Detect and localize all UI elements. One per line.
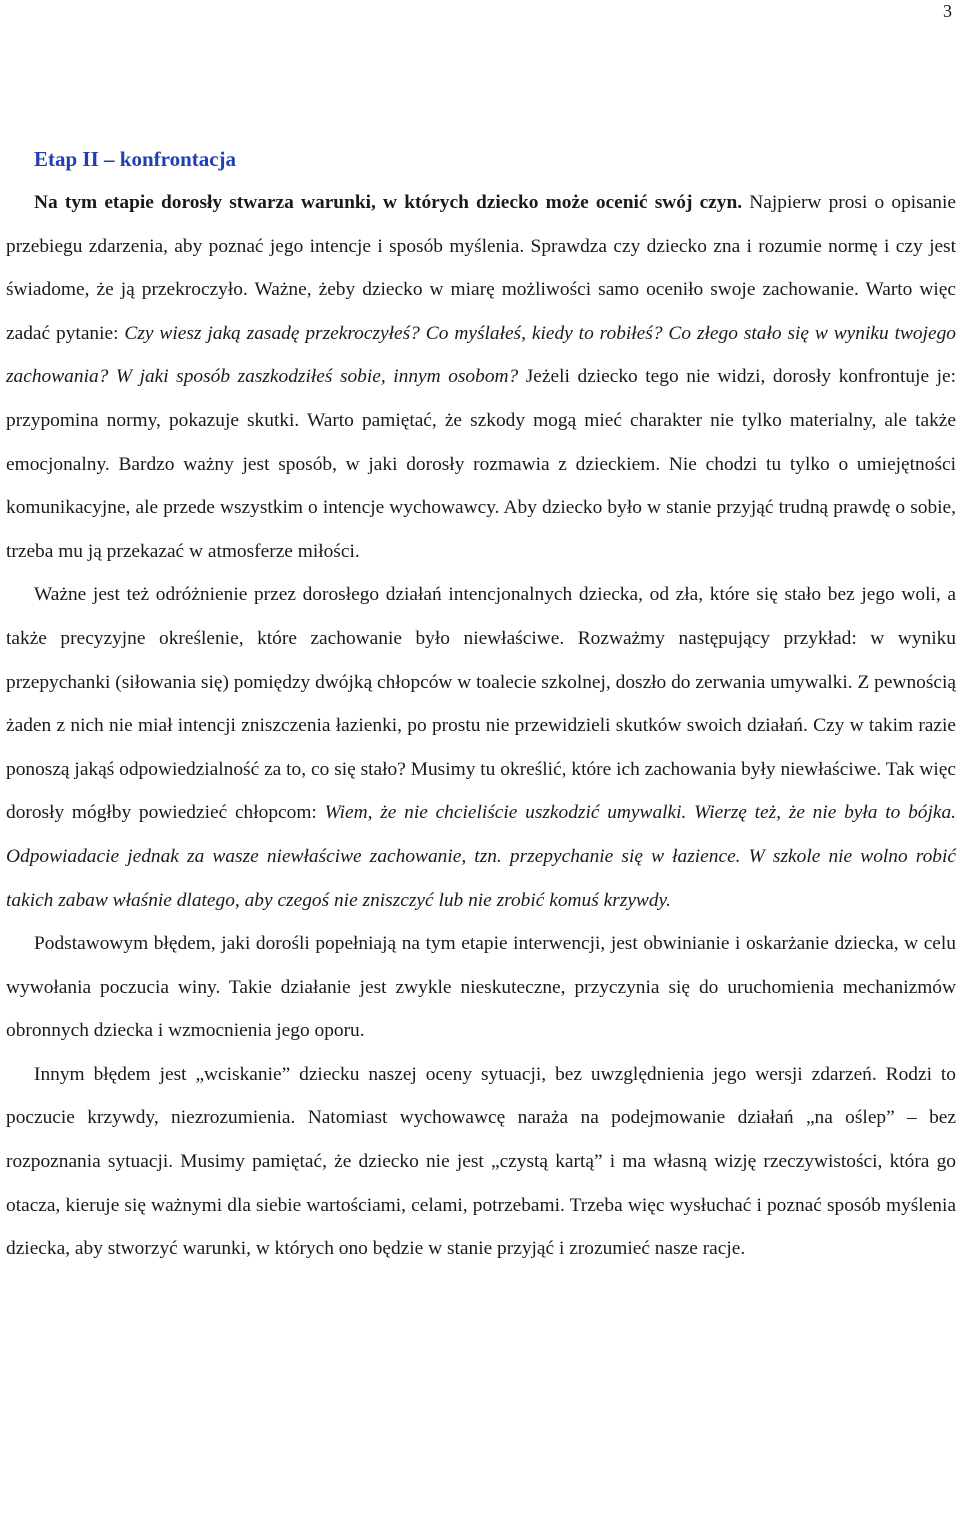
paragraph-1-text-a: Najpierw prosi o opisanie przebiegu zdarzenia, aby poznać jego intencje i sposób myślenia. Sprawdza czy dziecko zna i rozumie normę i czy jest świadome, że ją przekroczyło. Ważne, żeby dziecko w miarę możliwości samo oceniło swoje zachowanie. Warto więc zadać pytanie: (6, 192, 956, 344)
paragraph-4 (6, 1053, 956, 1271)
page-number: 3 (943, 1, 952, 21)
paragraph-2-text: Ważne jest też odróżnienie przez dorosłego działań intencjonalnych dziecka, od zła, które się stało bez jego woli, a także precyzyjne określenie, które zachowanie było niewłaściwe. Rozważmy następujący przykład: w wyniku przepychanki (siłowania się) pomiędzy dwójką chłopców w toalecie szkolnej, doszło do zerwania umywalki. Z pewnością żaden z nich nie miał intencji zniszczenia łazienki, po prostu nie przewidzieli skutków swoich działań. Czy w takim razie ponoszą jakąś odpowiedzialność za to, co się stało? Musimy tu określić, które ich zachowania były niewłaściwe. Tak więc dorosły mógłby powiedzieć chłopcom: (6, 584, 956, 824)
document-body (6, 137, 956, 1271)
paragraph-4-text: Innym błędem jest „wciskanie” dziecku naszej oceny sytuacji, bez uwzględnienia jego wersji zdarzeń. Rodzi to poczucie krzywdy, niezrozumienia. Natomiast wychowawcę naraża na podejmowanie działań „na oślep” – bez rozpoznania sytuacji. Musimy pamiętać, że dziecko nie jest „czystą kartą” i ma własną wizję rzeczywistości, która go otacza, kieruje się ważnymi dla siebie wartościami, celami, potrzebami. Trzeba więc wysłuchać i poznać sposób myślenia dziecka, aby stworzyć warunki, w których ono będzie w stanie przyjąć i zrozumieć nasze racje. (6, 1063, 956, 1260)
paragraph-1-text-b: Jeżeli dziecko tego nie widzi, dorosły konfrontuje je: przypomina normy, pokazuje skutki. Warto pamiętać, że szkody mogą mieć charakter nie tylko materialny, ale także emocjonalny. Bardzo ważny jest sposób, w jaki dorosły rozmawia z dzieckiem. Nie chodzi tu tylko o umiejętności komunikacyjne, ale przede wszystkim o intencje wychowawcy. Aby dziecko było w stanie przyjąć trudną prawdę o sobie, trzeba mu ją przekazać w atmosferze miłości. (6, 366, 956, 562)
paragraph-1-lead: Na tym etapie dorosły stwarza warunki, w których dziecko może ocenić swój czyn. (34, 192, 743, 213)
paragraph-2 (6, 573, 956, 922)
section-heading: Etap II – konfrontacja (34, 147, 237, 171)
paragraph-3-text: Podstawowym błędem, jaki dorośli popełniają na tym etapie interwencji, jest obwinianie i oskarżanie dziecka, w celu wywołania poczucia winy. Takie działanie jest zwykle nieskuteczne, przyczynia się do uruchomienia mechanizmów obronnych dziecka i wzmocnienia jego oporu. (6, 933, 956, 1042)
paragraph-1 (6, 181, 956, 573)
paragraph-3 (6, 922, 956, 1053)
paragraph-2-quote: Wiem, że nie chcieliście uszkodzić umywalki. Wierzę też, że nie była to bójka. Odpowiadacie jednak za wasze niewłaściwe zachowanie, tzn. przepychanie się w łazience. W szkole nie wolno robić takich zabaw właśnie dlatego, aby czegoś nie zniszczyć lub nie zrobić komuś krzywdy. (6, 802, 956, 911)
paragraph-1-questions: Czy wiesz jaką zasadę przekroczyłeś? Co myślałeś, kiedy to robiłeś? Co złego stało się w wyniku twojego zachowania? W jaki sposób zaszkodziłeś sobie, innym osobom? (6, 322, 956, 388)
